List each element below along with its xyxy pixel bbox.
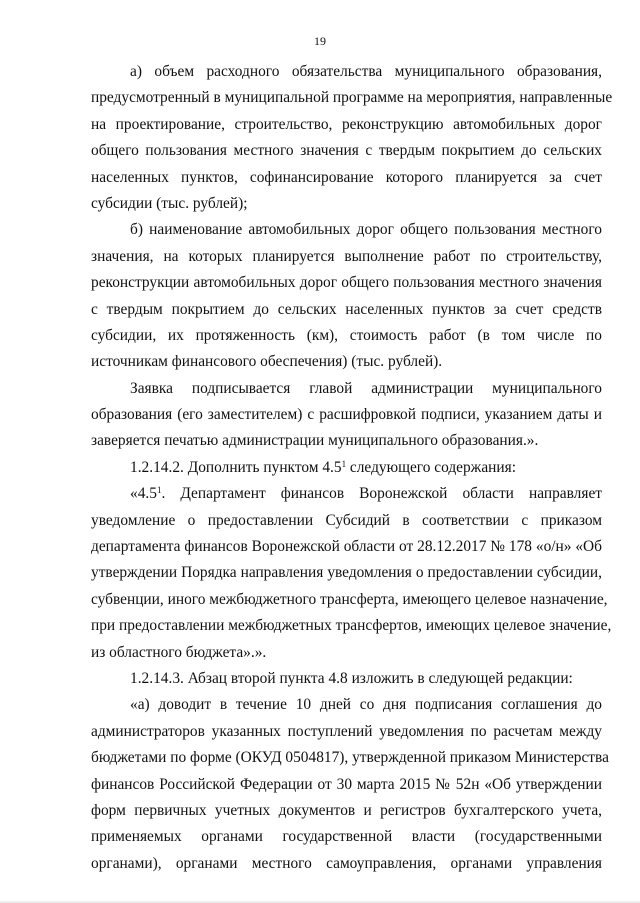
text-line: финансов Российской Федерации от 30 марта 2015 № 52н «Об утверждении: [91, 775, 602, 793]
text-line: при предоставлении межбюджетных трансфертов, имеющих целевое значение,: [91, 617, 612, 635]
text-line: заверяется печатью администрации муниципального образования.».: [91, 432, 539, 450]
text-line: а) объем расходного обязательства муниципального образования,: [130, 63, 602, 80]
document-body: [91, 59, 613, 877]
text-line: субвенции, иного межбюджетного трансферта, имеющего целевое назначение,: [91, 590, 608, 608]
text-line: департамента финансов Воронежской области от 28.12.2017 № 178 «о/н» «Об: [91, 538, 602, 556]
paragraph-item-a: [91, 59, 613, 217]
text-line: форм первичных учетных документов и регистров бухгалтерского учета,: [91, 801, 602, 819]
text-line: уведомление о предоставлении Субсидий в соответствии с приказом: [91, 511, 602, 529]
text-line: «а) доводит в течение 10 дней со дня подписания соглашения до: [130, 696, 602, 714]
text-line: на проектирование, строительство, реконструкцию автомобильных дорог: [91, 115, 602, 133]
text-line: образования (его заместителем) с расшифровкой подписи, указанием даты и: [91, 406, 602, 424]
text-line: бюджетами по форме (ОКУД 0504817), утвержденной приказом Министерства: [91, 749, 609, 767]
text-line: общего пользования местного значения с твердым покрытием до сельских: [91, 142, 602, 160]
paragraph-item-1-2-14-3: [91, 666, 602, 692]
text-line: органами), органами местного самоуправления, органами управления: [91, 854, 602, 872]
text-line: населенных пунктов, софинансирование которого планируется за счет: [91, 168, 602, 186]
text-line: с твердым покрытием до сельских населенных пунктов за счет средств: [91, 300, 602, 318]
text-line: Заявка подписывается главой администрации муниципального: [130, 379, 602, 397]
text-line: субсидии (тыс. рублей);: [91, 194, 248, 212]
text-line: 1.2.14.3. Абзац второй пункта 4.8 изложить в следующей редакции:: [130, 669, 573, 687]
text-line: 1.2.14.2. Дополнить пунктом $4.5^1$ следующего содержания:: [130, 458, 516, 476]
text-line: значения, на которых планируется выполнение работ по строительству,: [91, 247, 602, 265]
paragraph-item-1-2-14-2: [91, 455, 602, 481]
paragraph-item-a-revised: [91, 692, 609, 877]
text-line: «$4.5^1$. Департамент финансов Воронежской области направляет: [130, 485, 602, 503]
text-line: источникам финансового обеспечения) (тыс. рублей).: [91, 353, 443, 371]
paragraph-item-b: [91, 217, 602, 375]
text-line: реконструкции автомобильных дорог общего пользования местного значения: [91, 274, 602, 292]
page-number: 19: [314, 34, 326, 48]
text-line: из областного бюджета».».: [91, 643, 267, 661]
paragraph-application-signing: [91, 376, 602, 455]
paragraph-item-4-5-1: [91, 481, 612, 666]
text-line: предусмотренный в муниципальной программе на мероприятия, направленные: [91, 89, 613, 107]
text-line: субсидии, их протяженность (км), стоимость работ (в том числе по: [91, 326, 602, 344]
text-line: б) наименование автомобильных дорог общего пользования местного: [130, 221, 602, 239]
text-line: применяемых органами государственной власти (государственными: [91, 828, 602, 846]
text-line: утверждении Порядка направления уведомления о предоставлении субсидии,: [91, 564, 602, 582]
text-line: администраторов указанных поступлений уведомления по расчетам между: [91, 722, 602, 740]
